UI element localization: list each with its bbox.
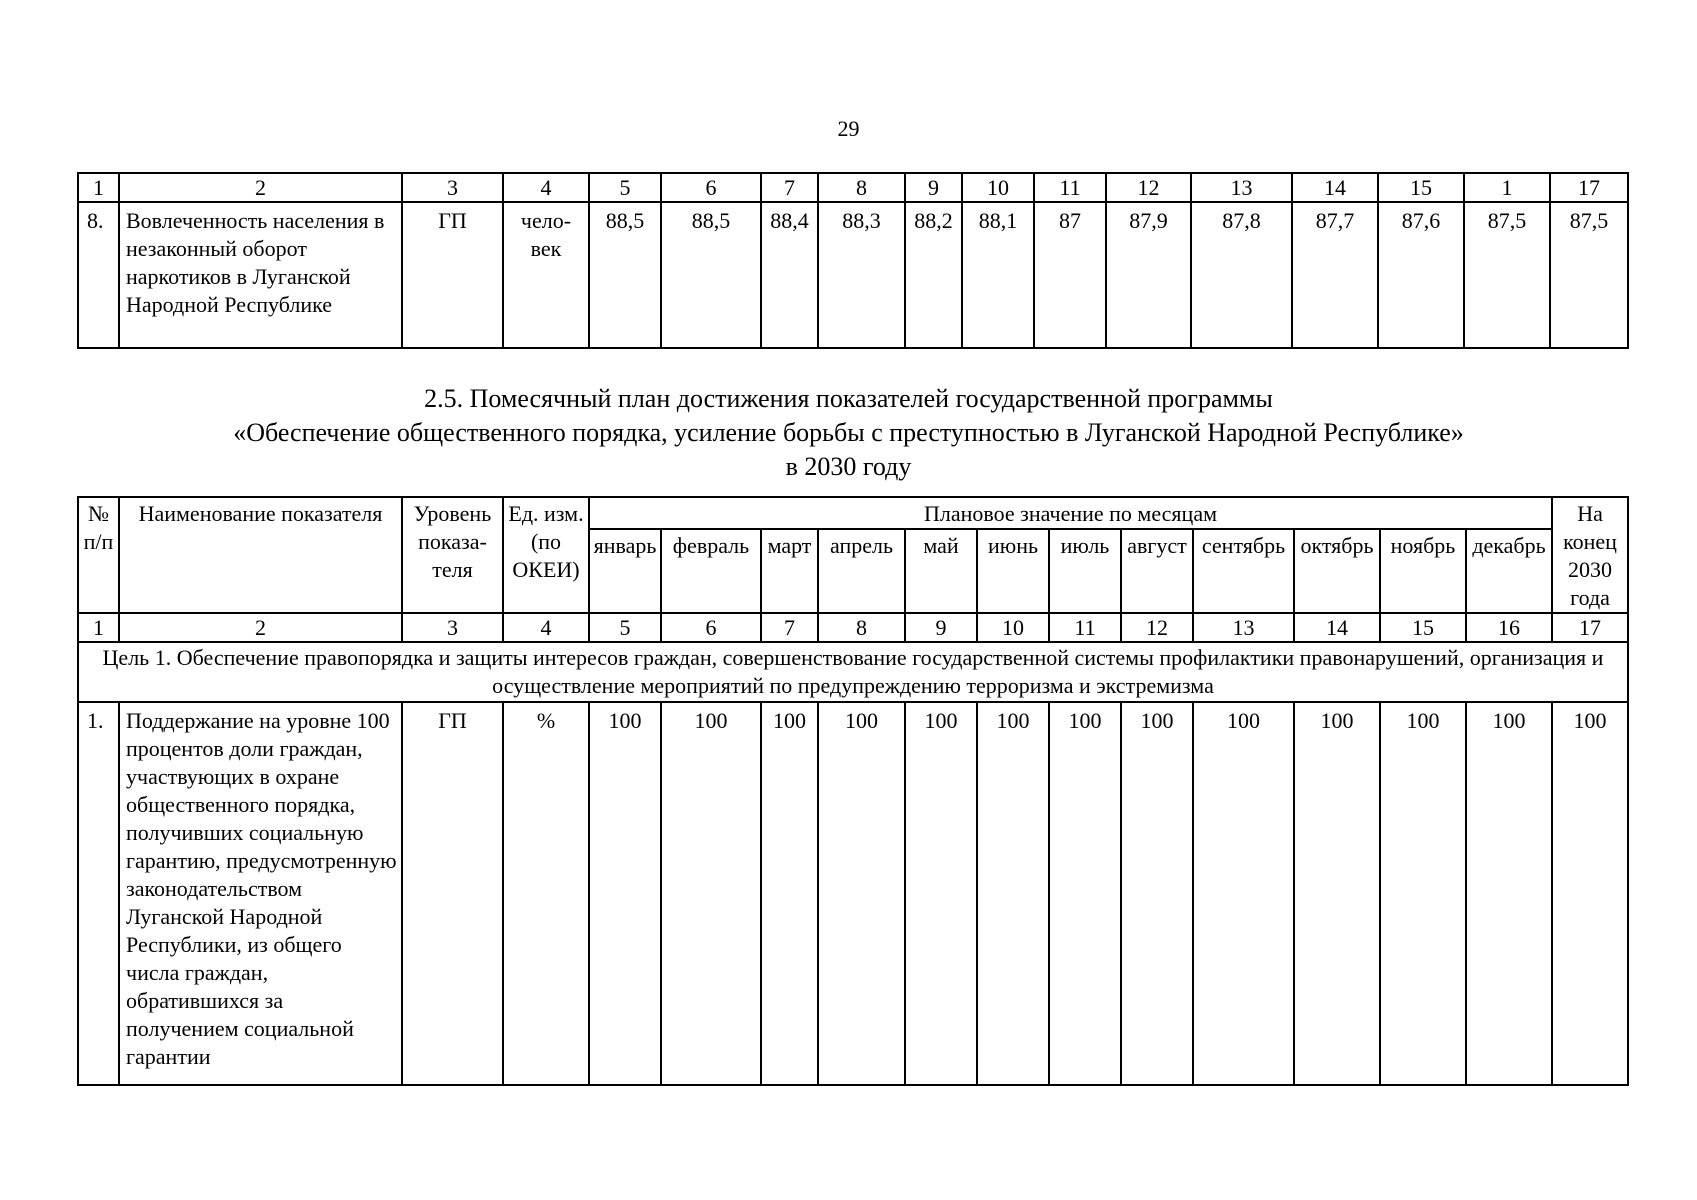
month-header: июнь xyxy=(977,529,1049,613)
column-number: 3 xyxy=(402,613,503,642)
section-heading xyxy=(0,382,1697,484)
value-cell: 100 xyxy=(761,702,818,1085)
column-number: 9 xyxy=(905,173,962,202)
column-number: 3 xyxy=(402,173,503,202)
header-indicator-name: Наименование показателя xyxy=(119,497,402,613)
value-cell: 100 xyxy=(1466,702,1552,1085)
column-number: 8 xyxy=(818,613,905,642)
column-number: 11 xyxy=(1049,613,1121,642)
value-cell: 100 xyxy=(1049,702,1121,1085)
value-cell: 100 xyxy=(977,702,1049,1085)
column-number: 2 xyxy=(119,613,402,642)
heading-line-2: «Обеспечение общественного порядка, усиление борьбы с преступностью в Луганской Народной Республике» xyxy=(233,418,1464,447)
header-unit: Ед. изм. (по ОКЕИ) xyxy=(503,497,589,613)
indicator-name: Вовлеченность населения в незаконный оборот наркотиков в Луганской Народной Республике xyxy=(119,202,402,348)
value-cell: 100 xyxy=(1193,702,1294,1085)
column-number: 14 xyxy=(1292,173,1378,202)
value-cell: 100 xyxy=(1121,702,1193,1085)
value-cell: 100 xyxy=(1294,702,1380,1085)
indicator-unit: чело-век xyxy=(503,202,589,348)
column-number: 16 xyxy=(1466,613,1552,642)
column-number: 7 xyxy=(761,173,818,202)
column-number: 17 xyxy=(1552,613,1628,642)
column-number: 13 xyxy=(1191,173,1292,202)
header-number: № п/п xyxy=(78,497,119,613)
value-cell: 87,7 xyxy=(1292,202,1378,348)
column-number: 6 xyxy=(661,613,761,642)
table-row xyxy=(78,702,1628,1085)
value-cell: 88,3 xyxy=(818,202,905,348)
row-number: 1. xyxy=(78,702,119,1085)
header-row xyxy=(78,497,1628,529)
indicator-name: Поддержание на уровне 100 процентов доли граждан, участвующих в охране общественного порядка, получивших социальную гарантию, предусмотренную законодательством Луганской Народной Республики, из общего числа граждан, обратившихся за получением социальной гарантии xyxy=(119,702,402,1085)
column-number: 11 xyxy=(1034,173,1106,202)
value-cell: 100 xyxy=(589,702,661,1085)
header-planned-values: Плановое значение по месяцам xyxy=(589,497,1552,529)
value-cell: 87 xyxy=(1034,202,1106,348)
month-header: декабрь xyxy=(1466,529,1552,613)
page-number: 29 xyxy=(837,116,860,141)
column-number: 2 xyxy=(119,173,402,202)
column-number: 4 xyxy=(503,613,589,642)
column-number: 12 xyxy=(1121,613,1193,642)
value-cell: 100 xyxy=(1552,702,1628,1085)
column-number: 1 xyxy=(78,173,119,202)
value-cell: 87,9 xyxy=(1106,202,1191,348)
header-year-end: На конец 2030 года xyxy=(1552,497,1628,613)
table-row xyxy=(78,202,1628,348)
column-number: 5 xyxy=(589,613,661,642)
value-cell: 100 xyxy=(1380,702,1466,1085)
indicator-level: ГП xyxy=(402,202,503,348)
month-header: март xyxy=(761,529,818,613)
column-number-row xyxy=(78,173,1628,202)
column-number-row xyxy=(78,613,1628,642)
value-cell: 87,5 xyxy=(1550,202,1628,348)
column-number: 17 xyxy=(1550,173,1628,202)
column-number: 1 xyxy=(1464,173,1550,202)
column-number: 14 xyxy=(1294,613,1380,642)
month-header: апрель xyxy=(818,529,905,613)
indicator-table-continuation xyxy=(77,172,1629,349)
indicator-level: ГП xyxy=(402,702,503,1085)
heading-line-1: 2.5. Помесячный план достижения показателей государственной программы xyxy=(424,384,1273,413)
column-number: 13 xyxy=(1193,613,1294,642)
value-cell: 88,1 xyxy=(962,202,1034,348)
value-cell: 100 xyxy=(661,702,761,1085)
month-header: август xyxy=(1121,529,1193,613)
column-number: 5 xyxy=(589,173,661,202)
row-number: 8. xyxy=(78,202,119,348)
month-header: июль xyxy=(1049,529,1121,613)
column-number: 15 xyxy=(1378,173,1464,202)
value-cell: 87,8 xyxy=(1191,202,1292,348)
column-number: 7 xyxy=(761,613,818,642)
monthly-plan-table xyxy=(77,496,1629,1086)
value-cell: 100 xyxy=(818,702,905,1085)
column-number: 9 xyxy=(905,613,977,642)
value-cell: 88,5 xyxy=(589,202,661,348)
month-header: февраль xyxy=(661,529,761,613)
month-header: ноябрь xyxy=(1380,529,1466,613)
value-cell: 100 xyxy=(905,702,977,1085)
month-header: январь xyxy=(589,529,661,613)
column-number: 10 xyxy=(977,613,1049,642)
value-cell: 88,2 xyxy=(905,202,962,348)
value-cell: 87,5 xyxy=(1464,202,1550,348)
value-cell: 88,4 xyxy=(761,202,818,348)
month-header: сентябрь xyxy=(1193,529,1294,613)
month-header: октябрь xyxy=(1294,529,1380,613)
column-number: 4 xyxy=(503,173,589,202)
column-number: 8 xyxy=(818,173,905,202)
heading-line-3: в 2030 году xyxy=(785,452,912,481)
goal-text: Цель 1. Обеспечение правопорядка и защиты интересов граждан, совершенствование государственной системы профилактики правонарушений, организация и осуществление мероприятий по предупреждению терроризма и экстремизма xyxy=(78,642,1628,702)
column-number: 1 xyxy=(78,613,119,642)
column-number: 10 xyxy=(962,173,1034,202)
column-number: 15 xyxy=(1380,613,1466,642)
column-number: 12 xyxy=(1106,173,1191,202)
value-cell: 88,5 xyxy=(661,202,761,348)
header-level: Уровень показа-теля xyxy=(402,497,503,613)
column-number: 6 xyxy=(661,173,761,202)
indicator-unit: % xyxy=(503,702,589,1085)
value-cell: 87,6 xyxy=(1378,202,1464,348)
goal-row xyxy=(78,642,1628,702)
month-header: май xyxy=(905,529,977,613)
